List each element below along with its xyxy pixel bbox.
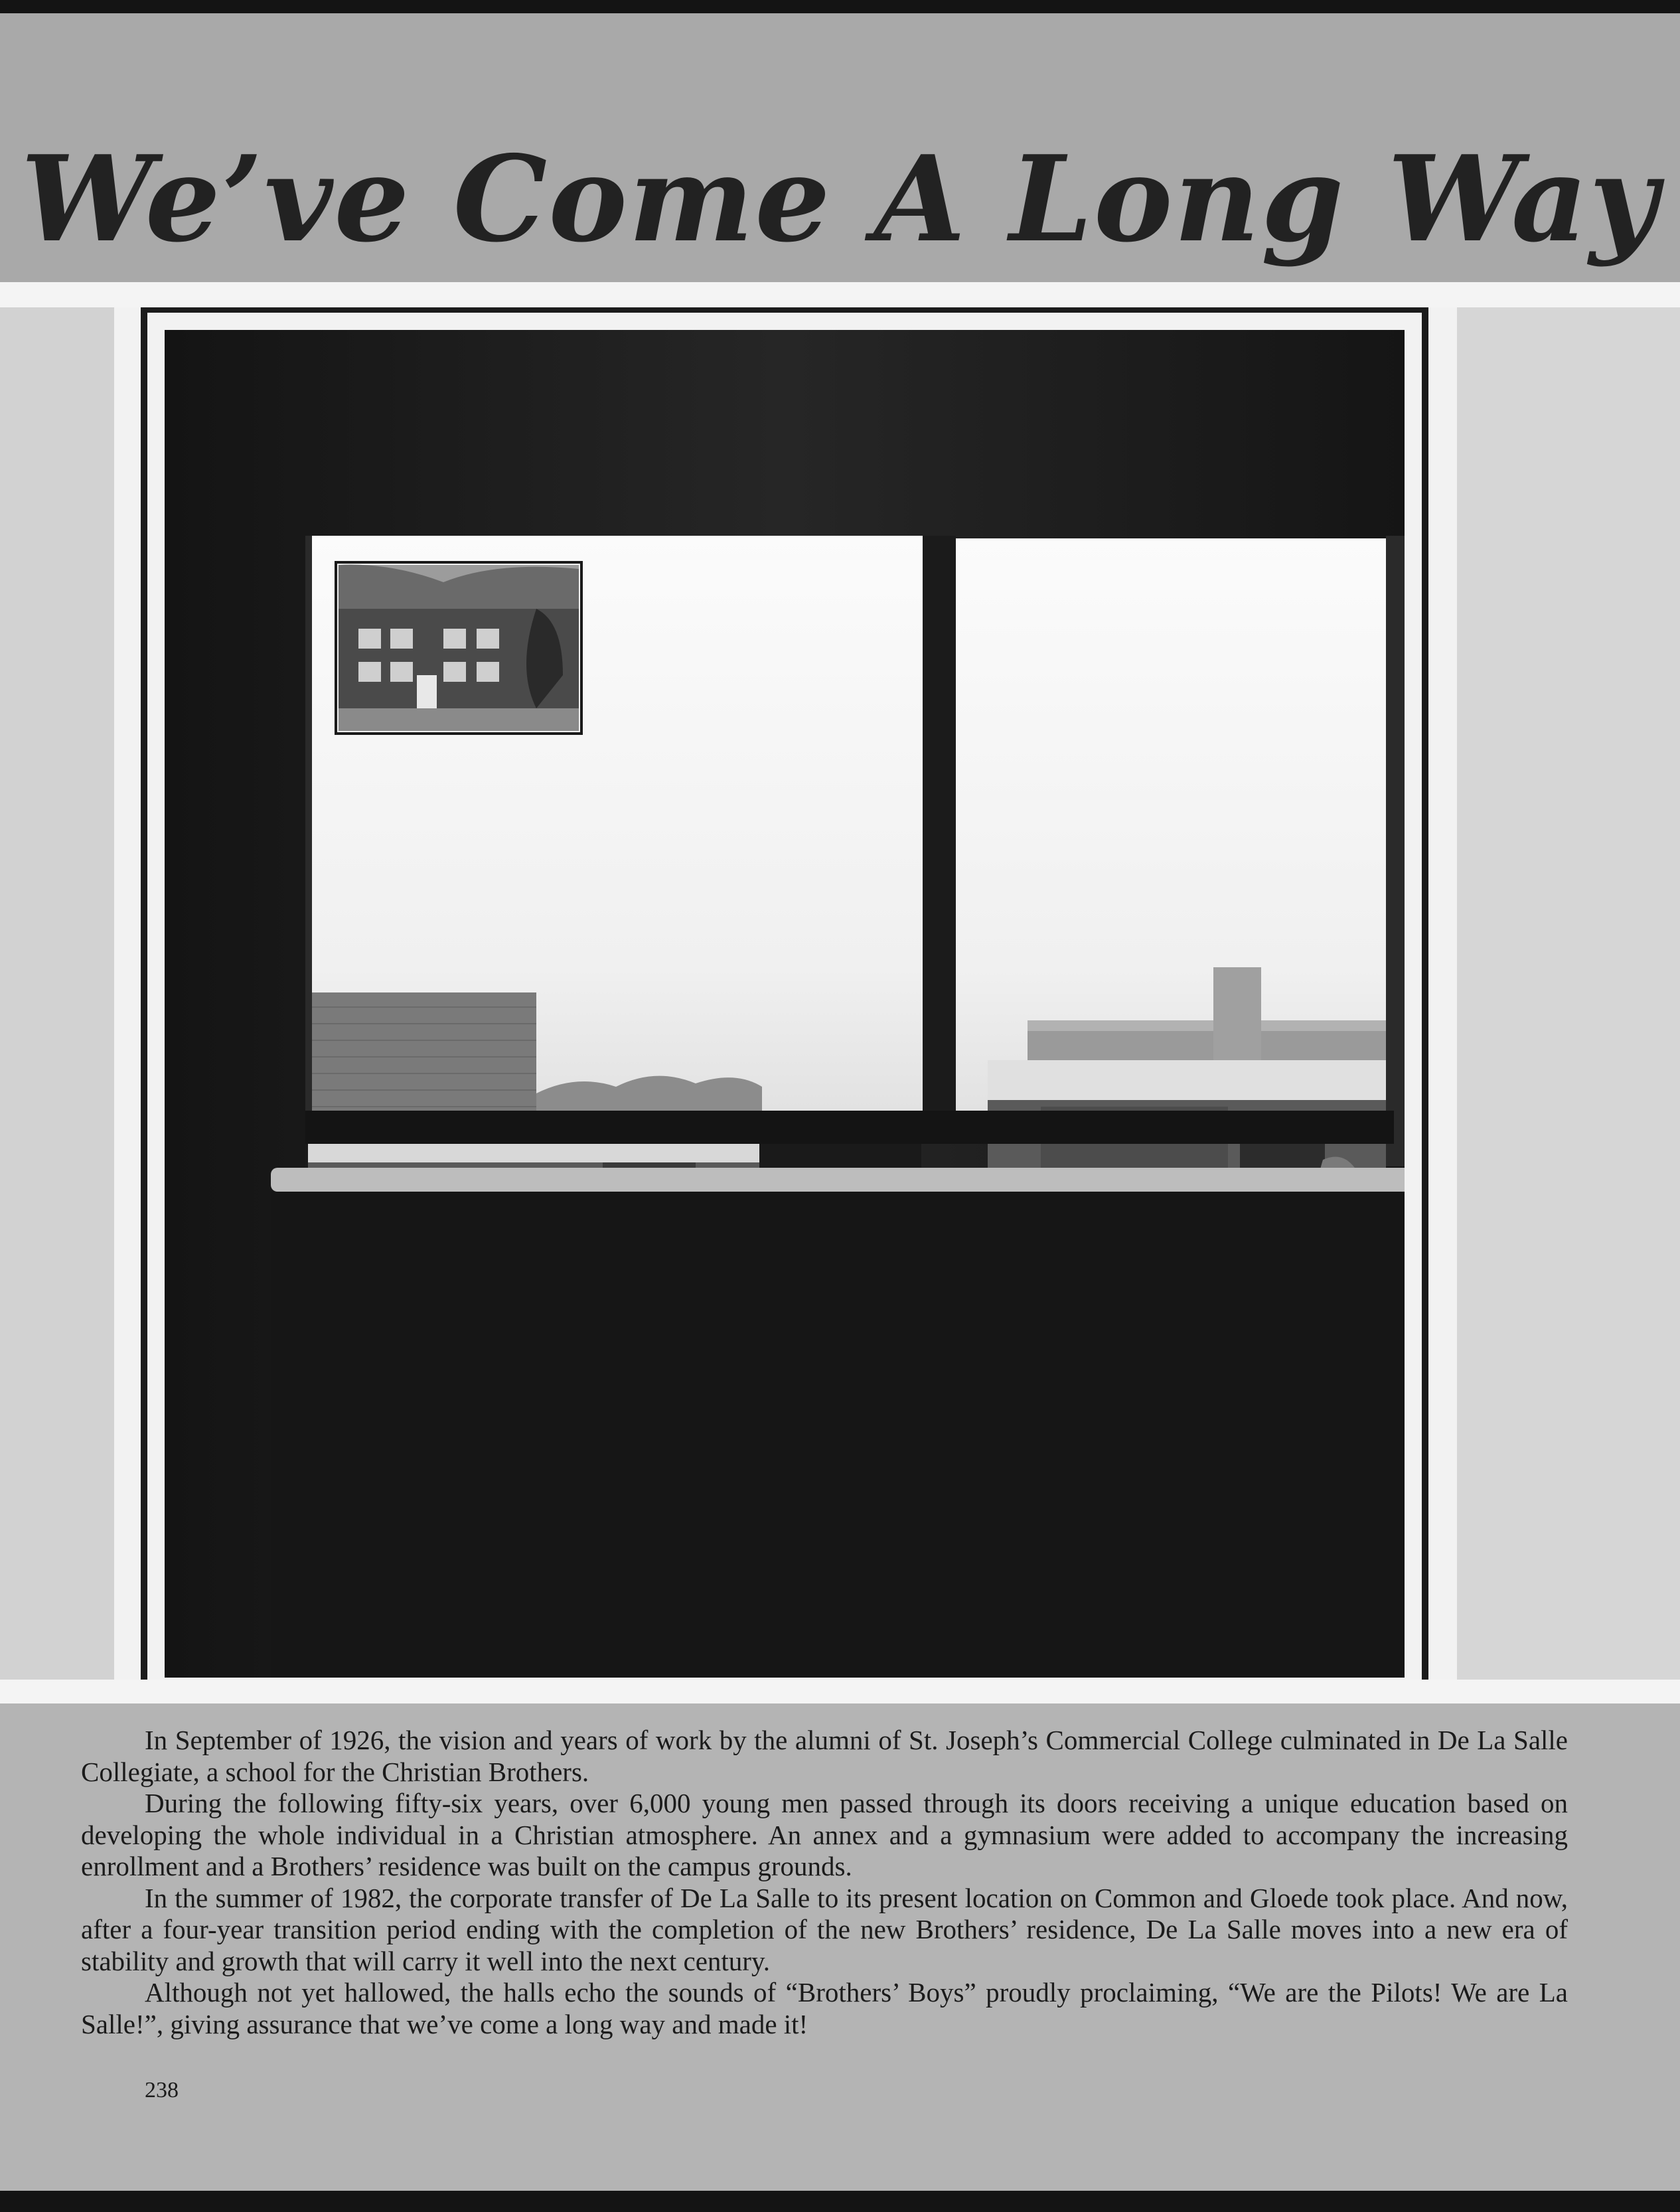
side-panel-left <box>0 307 114 1680</box>
article-paragraph: In September of 1926, the vision and years of work by the alumni of St. Joseph’s Commercial College culminated in De La Salle Collegiate, a school for the Christian Brothers. <box>81 1725 1568 1787</box>
divider-top <box>0 282 1680 307</box>
article-paragraph: Although not yet hallowed, the halls echo the sounds of “Brothers’ Boys” proudly proclaiming, “We are the Pilots! We are La Salle!”, giving assurance that we’ve come a long way and made it! <box>81 1977 1568 2039</box>
article-paragraph: In the summer of 1982, the corporate transfer of De La Salle to its present location on Common and Gloede took place. And now, after a four-year transition period ending with the completion of the new Brothers’ residence, De La Salle moves into a new era of stability and growth that will carry it well into the next century. <box>81 1882 1568 1976</box>
article-paragraph: During the following fifty-six years, over 6,000 young men passed through its doors receiving a unique education based on developing the whole individual in a Christian atmosphere. An annex and a gymnasium were added to accompany the increasing enrollment and a Brothers’ residence was built on the campus grounds. <box>81 1788 1568 1881</box>
top-scan-edge <box>0 0 1680 13</box>
divider-bottom <box>0 1680 1680 1703</box>
side-gap-left <box>114 307 141 1680</box>
bottom-scan-edge <box>0 2191 1680 2212</box>
window-photo-illustration <box>165 330 1405 1678</box>
window-mullion <box>923 536 956 1133</box>
inset-old-building-photo <box>336 562 581 734</box>
page-number: 238 <box>145 2078 179 2102</box>
side-gap-right <box>1428 307 1457 1680</box>
window-photo <box>165 330 1405 1678</box>
window-sill <box>271 1168 1405 1192</box>
page-title: We’ve Come A Long Way <box>21 129 1659 268</box>
article-body <box>81 1725 1568 2040</box>
side-panel-right <box>1457 307 1680 1680</box>
